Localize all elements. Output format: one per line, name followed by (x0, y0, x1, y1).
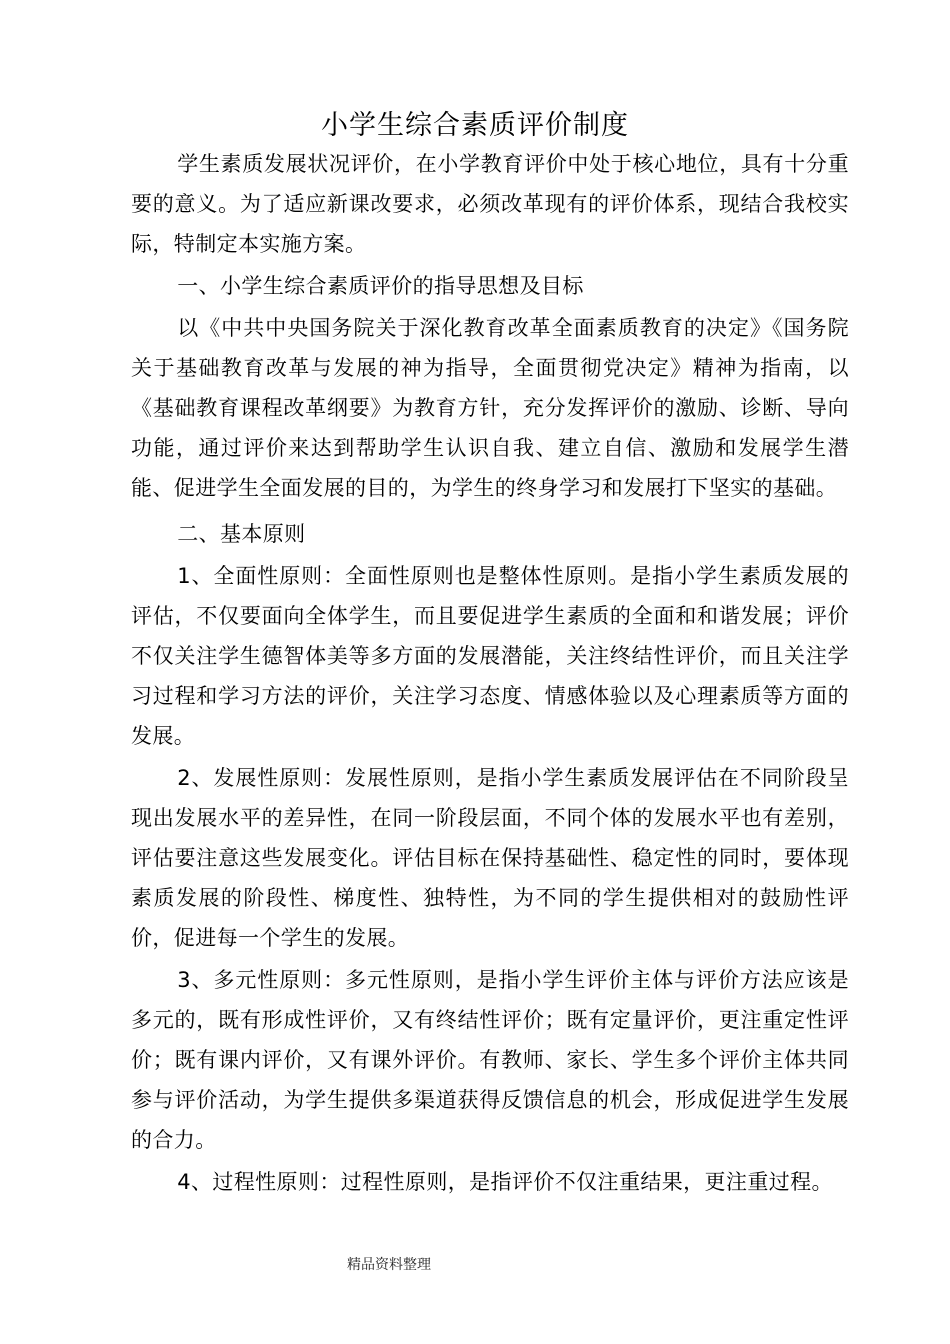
document-title: 小学生综合素质评价制度 (321, 110, 629, 141)
section-heading-1: 一、小学生综合素质评价的指导思想及目标 (177, 274, 584, 298)
document-body (131, 144, 849, 1202)
paragraph-guiding-thought: 以《中共中央国务院关于深化教育改革全面素质教育的决定》《国务院关于基础教育改革与发展的神为指导，全面贯彻党决定》精神为指南，以《基础教育课程改革纲要》为教育方针，充分发挥评价的激励、诊断、导向功能，通过评价来达到帮助学生认识自我、建立自信、激励和发展学生潜能、促进学生全面发展的目的，为学生的终身学习和发展打下坚实的基础。 (131, 316, 849, 500)
page-footer: 精品资料整理 (347, 1257, 431, 1273)
section-heading-2: 二、基本原则 (177, 522, 306, 546)
paragraph-principle-2: 2、发展性原则：发展性原则，是指小学生素质发展评估在不同阶段呈现出发展水平的差异性，在同一阶段层面，不同个体的发展水平也有差别，评估要注意这些发展变化。评估目标在保持基础性、稳定性的同时，要体现素质发展的阶段性、梯度性、独特性，为不同的学生提供相对的鼓励性评价，促进每一个学生的发展。 (131, 766, 849, 950)
paragraph-intro: 学生素质发展状况评价，在小学教育评价中处于核心地位，具有十分重要的意义。为了适应新课改要求，必须改革现有的评价体系，现结合我校实际，特制定本实施方案。 (131, 152, 849, 256)
paragraph-principle-3: 3、多元性原则：多元性原则，是指小学生评价主体与评价方法应该是多元的，既有形成性评价，又有终结性评价；既有定量评价，更注重定性评价；既有课内评价，又有课外评价。有教师、家长、学生多个评价主体共同参与评价活动，为学生提供多渠道获得反馈信息的机会，形成促进学生发展的合力。 (131, 968, 849, 1152)
paragraph-principle-4: 4、过程性原则：过程性原则，是指评价不仅注重结果，更注重过程。 (177, 1170, 833, 1194)
paragraph-principle-1: 1、全面性原则：全面性原则也是整体性原则。是指小学生素质发展的评估，不仅要面向全体学生，而且要促进学生素质的全面和和谐发展；评价不仅关注学生德智体美等多方面的发展潜能，关注终结性评价，而且关注学习过程和学习方法的评价，关注学习态度、情感体验以及心理素质等方面的发展。 (131, 564, 849, 748)
